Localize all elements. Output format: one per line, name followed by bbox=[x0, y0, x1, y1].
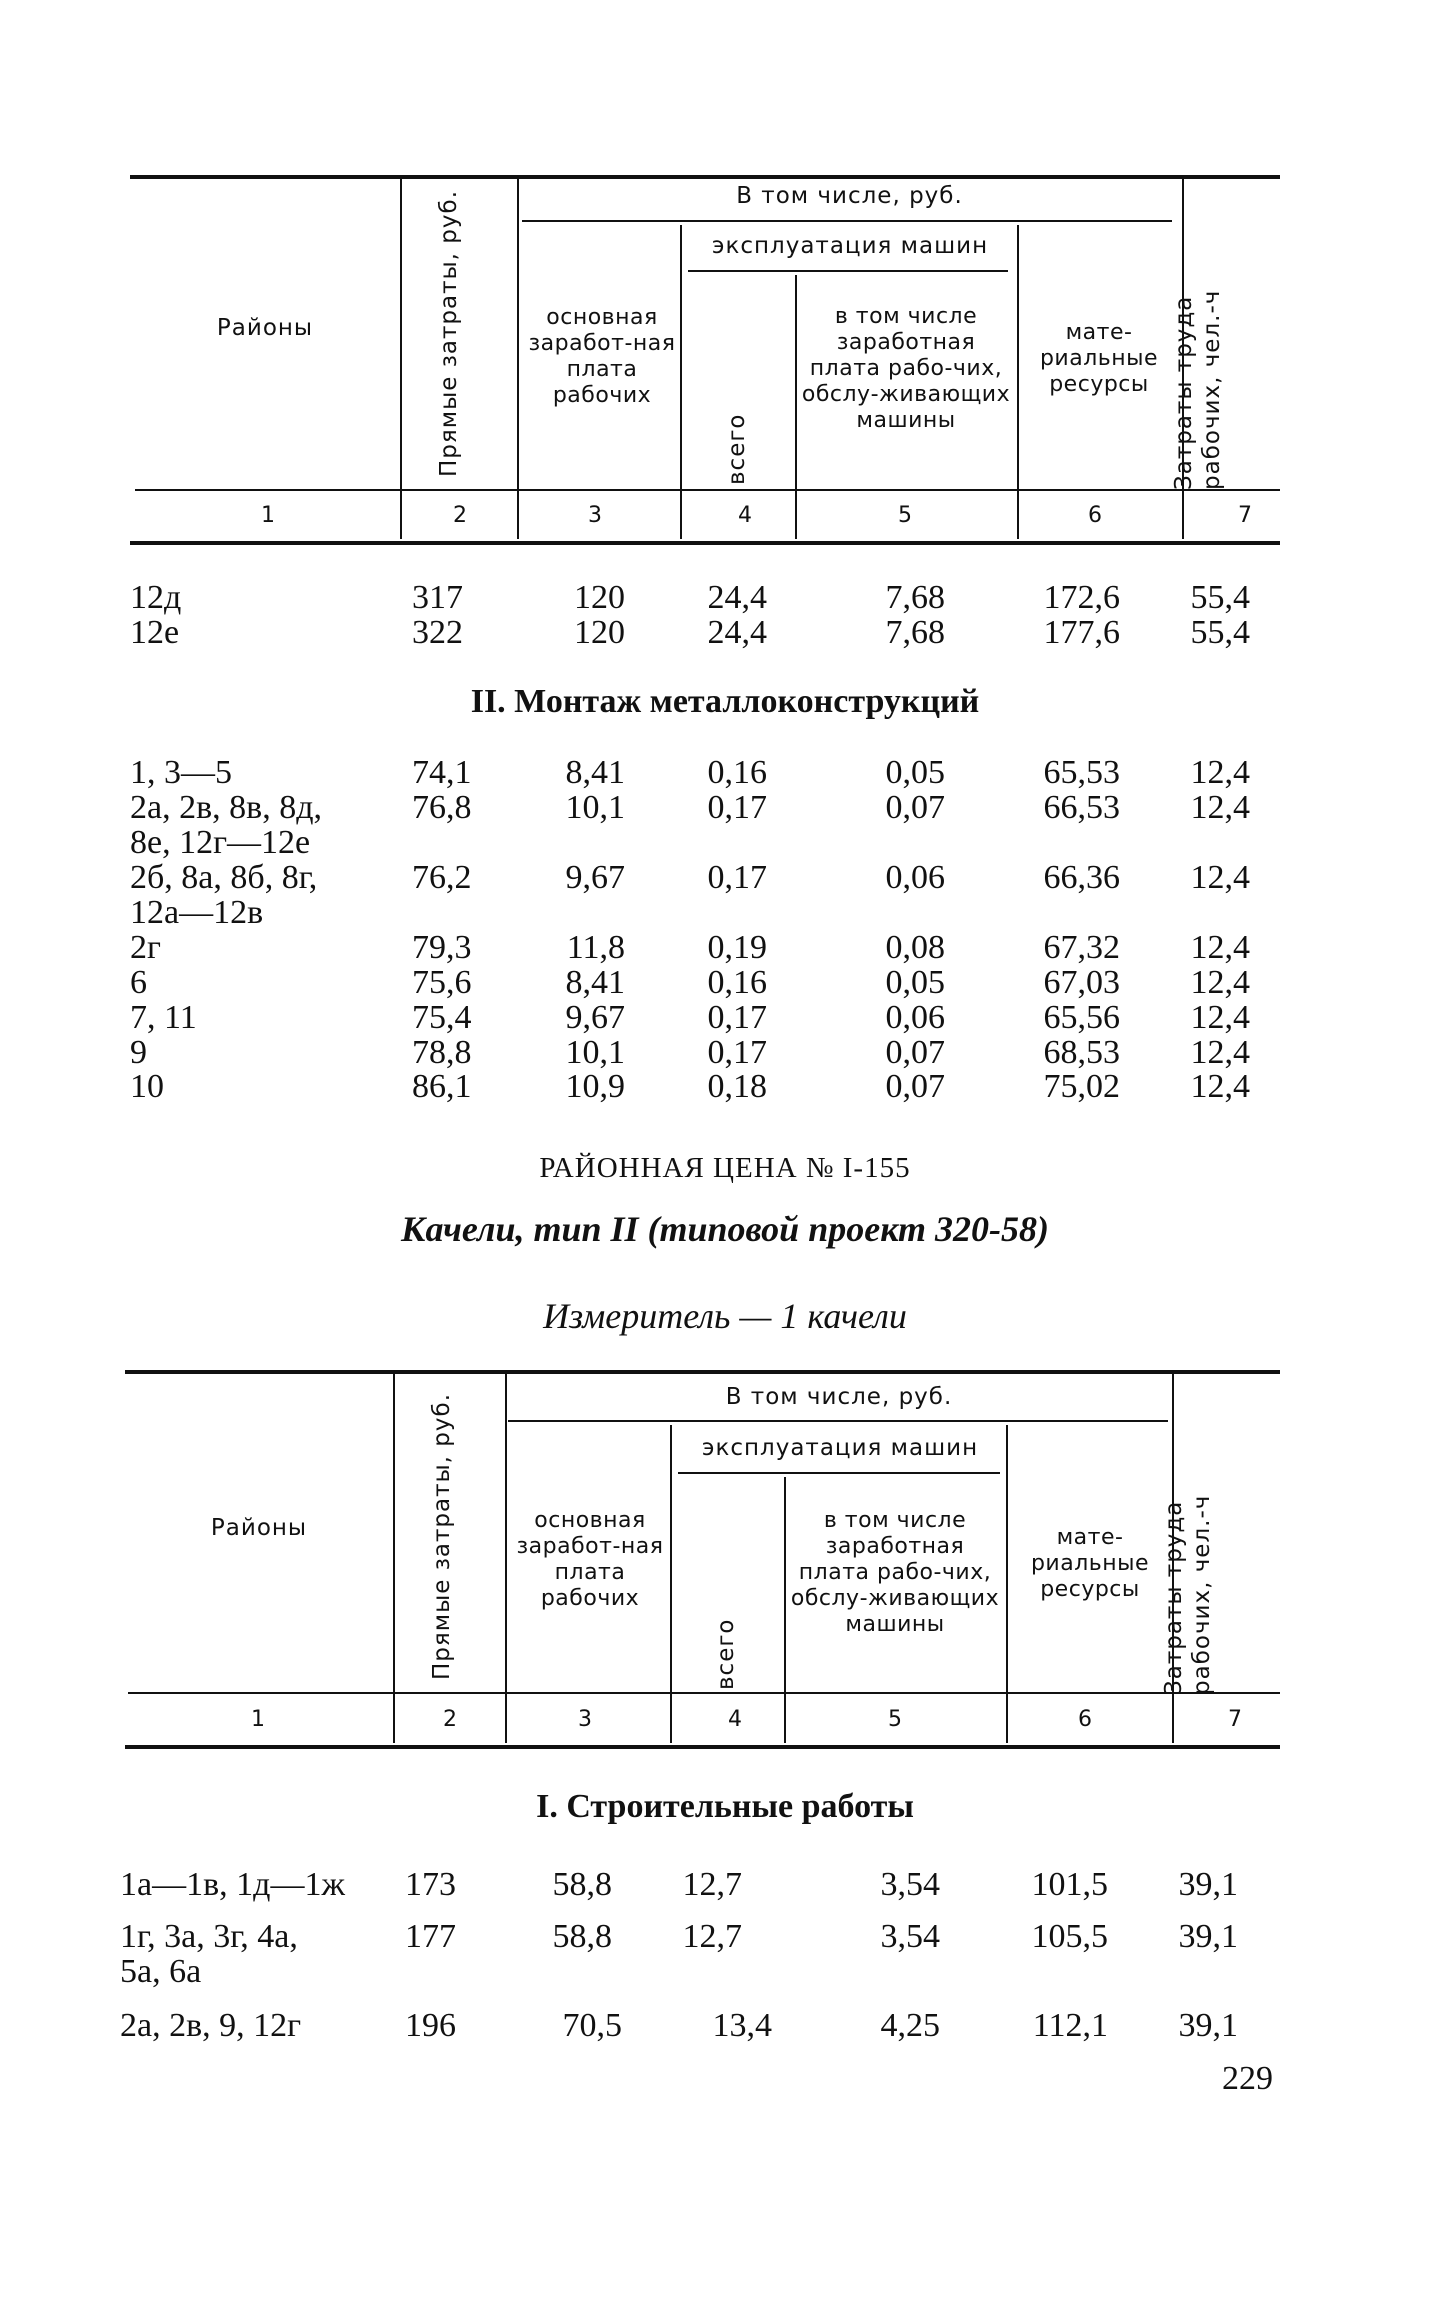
col-districts-header: Районы bbox=[216, 315, 314, 341]
table-row-continuation: 12а—12в bbox=[130, 894, 264, 931]
col-machine-header: эксплуатация машин bbox=[701, 1435, 979, 1461]
col-labor-header: Затраты труда рабочих, чел.-ч bbox=[1161, 1494, 1215, 1695]
col-number-5: 5 bbox=[888, 1707, 902, 1732]
col-number-6: 6 bbox=[1078, 1707, 1092, 1732]
table-row-continuation: 8е, 12г—12е bbox=[130, 824, 311, 861]
table-row: 1, 3—5 74,1 8,41 0,16 0,05 65,53 12,4 bbox=[130, 754, 1250, 791]
table-row: 12е 322 120 24,4 7,68 177,6 55,4 bbox=[130, 614, 1250, 651]
col-number-4: 4 bbox=[738, 503, 752, 528]
col-number-5: 5 bbox=[898, 503, 912, 528]
table-row: 2б, 8а, 8б, 8г, 76,2 9,67 0,17 0,06 66,36 12,4 bbox=[130, 859, 1250, 896]
measure-line: Измеритель — 1 качели bbox=[543, 1296, 907, 1336]
col-base-wage-header: основная заработ-ная плата рабочих bbox=[528, 305, 676, 408]
col-total-header: всего bbox=[724, 413, 750, 485]
table-row: 1г, 3а, 3г, 4а, 177 58,8 12,7 3,54 105,5 39,1 bbox=[120, 1918, 1238, 1955]
col-number-4: 4 bbox=[728, 1707, 742, 1732]
col-number-7: 7 bbox=[1238, 503, 1252, 528]
table-row: 7, 11 75,4 9,67 0,17 0,06 65,56 12,4 bbox=[130, 999, 1250, 1036]
table-row: 2а, 2в, 8в, 8д, 76,8 10,1 0,17 0,07 66,53 12,4 bbox=[130, 789, 1250, 826]
col-materials-header: мате-риальные ресурсы bbox=[1039, 320, 1159, 397]
col-number-1: 1 bbox=[251, 1707, 265, 1732]
col-number-2: 2 bbox=[453, 503, 467, 528]
section-title-metal: II. Монтаж металлоконструкций bbox=[470, 683, 980, 720]
table-row: 2а, 2в, 9, 12г 196 70,5 13,4 4,25 112,1 39,1 bbox=[120, 2007, 1238, 2044]
table-row: 6 75,6 8,41 0,16 0,05 67,03 12,4 bbox=[130, 964, 1250, 1001]
price-heading: РАЙОННАЯ ЦЕНА № I-155 bbox=[539, 1152, 911, 1184]
col-number-7: 7 bbox=[1228, 1707, 1242, 1732]
section-title-construction: I. Строительные работы bbox=[536, 1788, 914, 1825]
page-number: 229 bbox=[1222, 2060, 1273, 2097]
table-row: 1а—1в, 1д—1ж 173 58,8 12,7 3,54 101,5 39,1 bbox=[120, 1866, 1238, 1903]
col-total-header: всего bbox=[713, 1618, 739, 1690]
col-incl-wage-header: в том числе заработная плата рабо-чих, обслу-живающих машины bbox=[790, 1508, 1000, 1637]
col-including-header: В том числе, руб. bbox=[736, 183, 963, 209]
col-labor-header: Затраты труда рабочих, чел.-ч bbox=[1171, 289, 1225, 490]
col-machine-header: эксплуатация машин bbox=[711, 233, 989, 259]
col-number-3: 3 bbox=[588, 503, 602, 528]
table-row: 12д 317 120 24,4 7,68 172,6 55,4 bbox=[130, 579, 1250, 616]
table-row: 9 78,8 10,1 0,17 0,07 68,53 12,4 bbox=[130, 1034, 1250, 1071]
col-number-2: 2 bbox=[443, 1707, 457, 1732]
table-row: 10 86,1 10,9 0,18 0,07 75,02 12,4 bbox=[130, 1068, 1250, 1105]
col-direct-costs-header: Прямые затраты, руб. bbox=[429, 1392, 455, 1680]
col-materials-header: мате-риальные ресурсы bbox=[1030, 1525, 1150, 1602]
col-number-3: 3 bbox=[578, 1707, 592, 1732]
col-number-1: 1 bbox=[261, 503, 275, 528]
col-number-6: 6 bbox=[1088, 503, 1102, 528]
col-including-header: В том числе, руб. bbox=[725, 1384, 953, 1410]
col-districts-header: Районы bbox=[210, 1515, 308, 1541]
col-incl-wage-header: в том числе заработная плата рабо-чих, обслу-живающих машины bbox=[801, 304, 1011, 433]
col-direct-costs-header: Прямые затраты, руб. bbox=[436, 189, 462, 477]
col-base-wage-header: основная заработ-ная плата рабочих bbox=[516, 1508, 664, 1611]
table-row: 2г 79,3 11,8 0,19 0,08 67,32 12,4 bbox=[130, 929, 1250, 966]
table-row-continuation: 5а, 6а bbox=[120, 1953, 202, 1990]
item-title: Качели, тип II (типовой проект 320-58) bbox=[401, 1209, 1049, 1249]
